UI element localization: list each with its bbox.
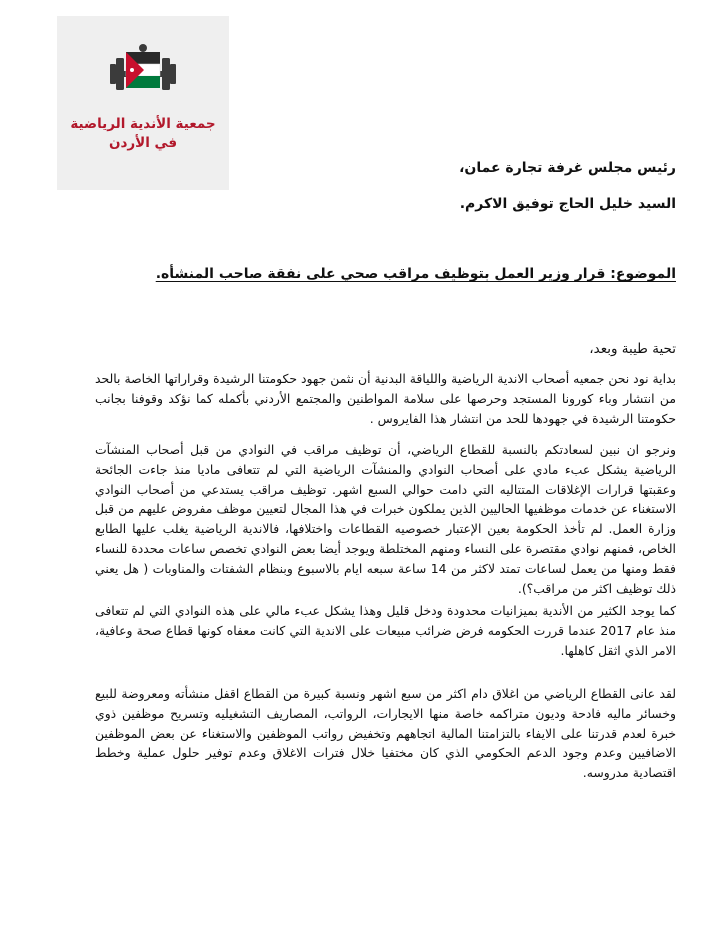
organization-logo [57, 16, 229, 190]
logo-name-line1: جمعية الأندية الرياضية [70, 116, 216, 132]
body-paragraph-4: لقد عانى القطاع الرياضي من اغلاق دام اكثر من سبع اشهر ونسبة كبيرة من القطاع اقفل منشأته ومعروضة للبيع وخسائر ماليه فادحة وديون متراكمه خاصة منها الايجارات، الرواتب، المصاريف التشغيليه وتسريح موظفين ذوي خبرة لعدم قدرتنا على الايفاء بالتزامتنا المالية اتجاههم وتخفيض رواتب الموظفين والاستغناء عن بعض الموظفين الاضافيين وعدم وجود الدعم الحكومي الذي كان مختفيا خلال فترات الاغلاق وعدم توفير حلول عملية وخطط اقتصادية مدروسه. [95, 686, 676, 781]
body-paragraph-2: ونرجو ان نبين لسعادتكم بالنسبة للقطاع الرياضي، أن توظيف مراقب في النوادي من قبل أصحاب المنشآت الرياضية يشكل عبء مادي على أصحاب النوادي والمنشآت الرياضية التي لم تتعافى ماديا منذ جاءت الجائحة وعقبتها قرارات الإغلاقات المتتاليه التي دامت حوالي السبع اشهر. توظيف مراقب يستدعي من أصحاب النوادي الاستغناء عن خدمات موظفيها الحاليين الذين يملكون خبرات في هذا المجال لتعيين موظف مفروض عليهم من قبل وزارة العمل. لم تأخذ الحكومة بعين الإعتبار خصوصيه القطاعات واختلافها، فالاندية الرياضية يغلب عليها الطابع الخاص، فمنهم نوادي مقتصرة على النساء ومنهم المختلطة ويوجد أيضا بعض النوادي تخصص ساعات محددة للنساء فقط ومنها من يعمل لساعات تمتد لاكثر من 14 ساعة سبعه ايام بالاسبوع وبنظام الشفتات والمناوبات ( هل يعني ذلك توظيف اكثر من مراقب؟). [95, 442, 676, 596]
addressee-title: رئيس مجلس غرفة تجارة عمان، [459, 160, 676, 176]
addressee-name: السيد خليل الحاج توفيق الاكرم. [459, 196, 676, 212]
letter-subject: الموضوع: قرار وزير العمل بتوظيف مراقب صحي على نفقة صاحب المنشأه. [155, 266, 676, 282]
body-paragraph-3: كما يوجد الكثير من الأندية بميزانيات محدودة ودخل قليل وهذا يشكل عبء مالي على هذه النوادي التي لم تتعافى منذ عام 2017 عندما قررت الحكومه فرض ضرائب مبيعات على الاندية التي كانت معفاه كونها قطاع صحة وعافية، الامر الذي اثقل كاهلها. [95, 603, 676, 658]
letter-greeting: تحية طيبة وبعد، [589, 341, 676, 357]
dumbbell-flag-emblem-icon [108, 38, 178, 108]
body-paragraph-1: بداية نود نحن جمعيه أصحاب الاندية الرياضية واللياقة البدنية أن نثمن جهود حكومتنا الرشيدة وقراراتها الخاصة بالحد من انتشار وباء كورونا المستجد وحرصها على سلامة المواطنين والمجتمع الأردني بأكمله كما نؤكد وقوفنا بجانب حكومتنا الرشيدة في جهودها للحد من انتشار هذا الفايروس . [95, 371, 676, 426]
logo-name-line2: في الأردن [108, 135, 178, 151]
